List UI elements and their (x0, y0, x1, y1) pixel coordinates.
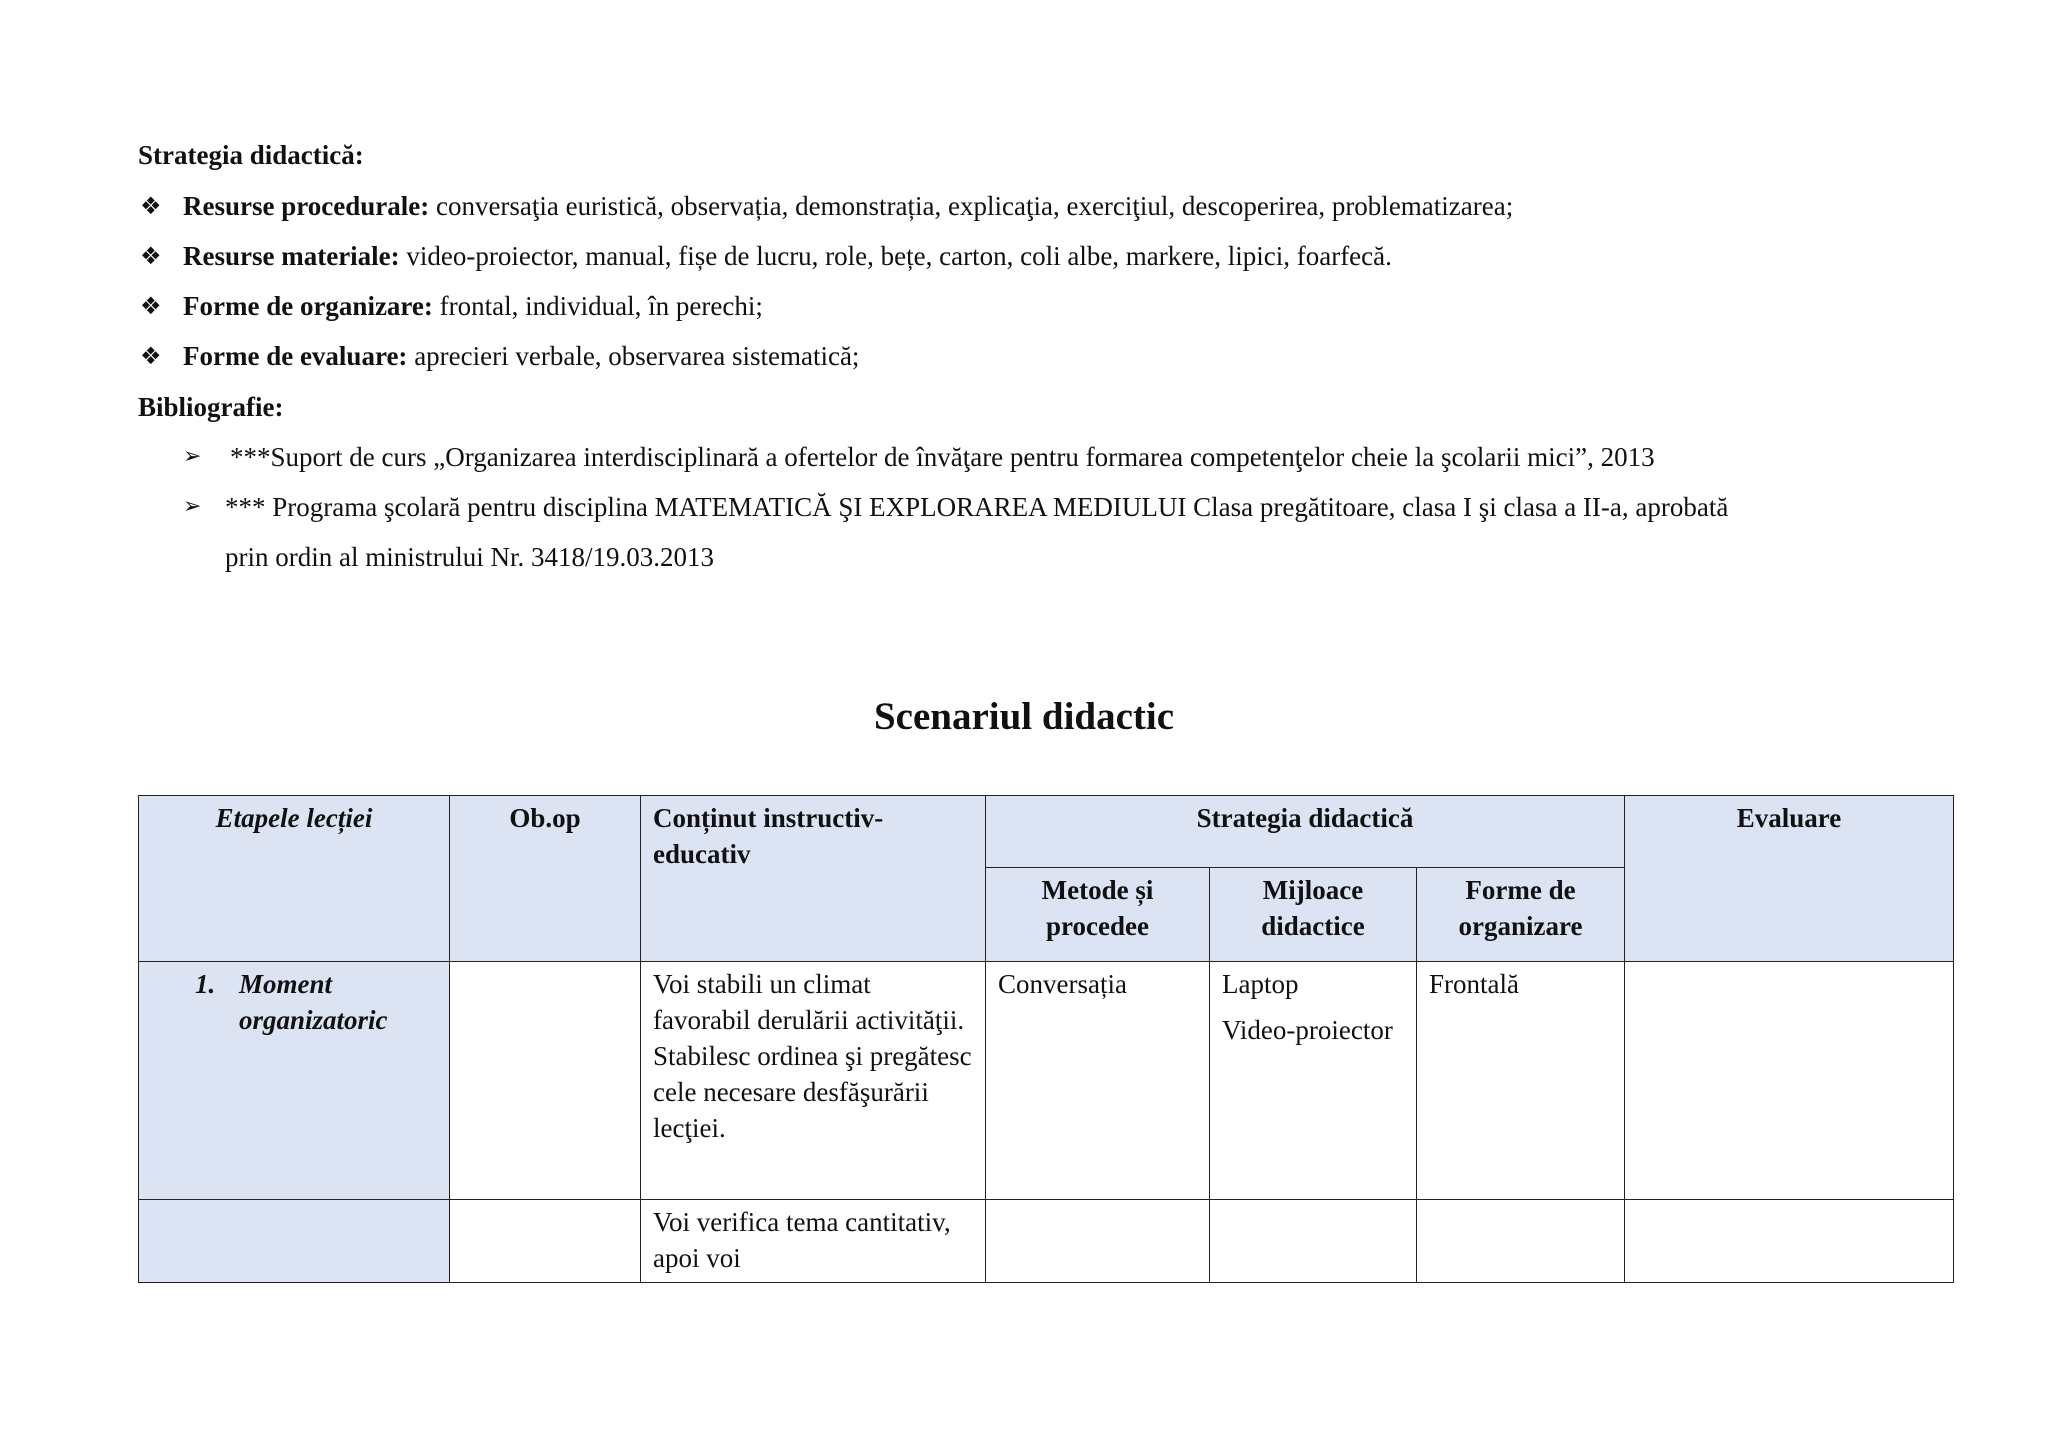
lesson-table (138, 795, 1954, 1283)
diamond-bullet-icon: ❖ (140, 292, 162, 320)
header-means: Mijloace didactice (1210, 868, 1417, 962)
header-objectives: Ob.op (450, 796, 641, 962)
strategy-item-label: Resurse materiale: (183, 241, 400, 271)
header-forms: Forme de organizare (1417, 868, 1625, 962)
arrow-bullet-icon: ➢ (183, 444, 202, 469)
diamond-bullet-icon: ❖ (140, 192, 162, 220)
strategy-item-label: Forme de organizare: (183, 291, 433, 321)
means-cell (1210, 962, 1417, 1200)
stage-cell (139, 1200, 450, 1283)
table-header-row (139, 796, 1954, 868)
arrow-bullet-icon: ➢ (183, 494, 202, 519)
bibliography-item: ***Suport de curs „Organizarea interdisciplinară a ofertelor de învăţare pentru formarea competenţelor cheie la şcolarii mici”, 2013 (230, 442, 1655, 472)
strategy-item-label: Resurse procedurale: (183, 191, 430, 221)
evaluation-cell (1625, 962, 1954, 1200)
means-cell (1210, 1200, 1417, 1283)
scenario-title: Scenariul didactic (873, 695, 1175, 738)
stage-number: 1. (195, 969, 216, 999)
header-strategy: Strategia didactică (986, 796, 1625, 868)
objective-cell (450, 1200, 641, 1283)
strategy-heading: Strategia didactică: (138, 140, 364, 170)
bibliography-item-continuation: prin ordin al ministrului Nr. 3418/19.03.2013 (225, 542, 714, 572)
forms-cell: Frontală (1417, 962, 1625, 1200)
strategy-item-procedural (183, 189, 1513, 223)
strategy-item-text: video-proiector, manual, fișe de lucru, role, bețe, carton, coli albe, markere, lipici, foarfecă. (399, 241, 1392, 271)
header-methods: Metode și procedee (986, 868, 1210, 962)
table-row (139, 1200, 1954, 1283)
strategy-item-evaluation (183, 339, 859, 373)
bibliography-heading: Bibliografie: (138, 392, 284, 422)
strategy-item-label: Forme de evaluare: (183, 341, 408, 371)
methods-cell: Conversația (986, 962, 1210, 1200)
strategy-item-material (183, 239, 1392, 273)
strategy-item-text: aprecieri verbale, observarea sistematică; (407, 341, 860, 371)
evaluation-cell (1625, 1200, 1954, 1283)
bibliography-item: *** Programa şcolară pentru disciplina MATEMATICĂ ŞI EXPLORAREA MEDIULUI Clasa pregătitoare, clasa I şi clasa a II-a, aprobată (225, 492, 1729, 522)
stage-name: Moment organizatoric (239, 969, 388, 1035)
strategy-item-organization (183, 289, 763, 323)
objective-cell (450, 962, 641, 1200)
stage-cell (139, 962, 450, 1200)
strategy-item-text: frontal, individual, în perechi; (432, 291, 763, 321)
means-item: Laptop (1222, 969, 1299, 999)
table-row (139, 962, 1954, 1200)
header-evaluation: Evaluare (1625, 796, 1954, 962)
means-item: Video-proiector (1222, 1015, 1393, 1045)
header-content: Conținut instructiv-educativ (641, 796, 986, 962)
diamond-bullet-icon: ❖ (140, 342, 162, 370)
forms-cell (1417, 1200, 1625, 1283)
diamond-bullet-icon: ❖ (140, 242, 162, 270)
content-cell: Voi verifica tema cantitativ, apoi voi (641, 1200, 986, 1283)
content-cell: Voi stabili un climat favorabil derulării activităţii. Stabilesc ordinea şi pregătesc cele necesare desfăşurării lecţiei. (641, 962, 986, 1200)
strategy-item-text: conversaţia euristică, observația, demonstrația, explicaţia, exerciţiul, descoperirea, problematizarea; (429, 191, 1514, 221)
header-stages: Etapele lecției (139, 796, 450, 962)
methods-cell (986, 1200, 1210, 1283)
